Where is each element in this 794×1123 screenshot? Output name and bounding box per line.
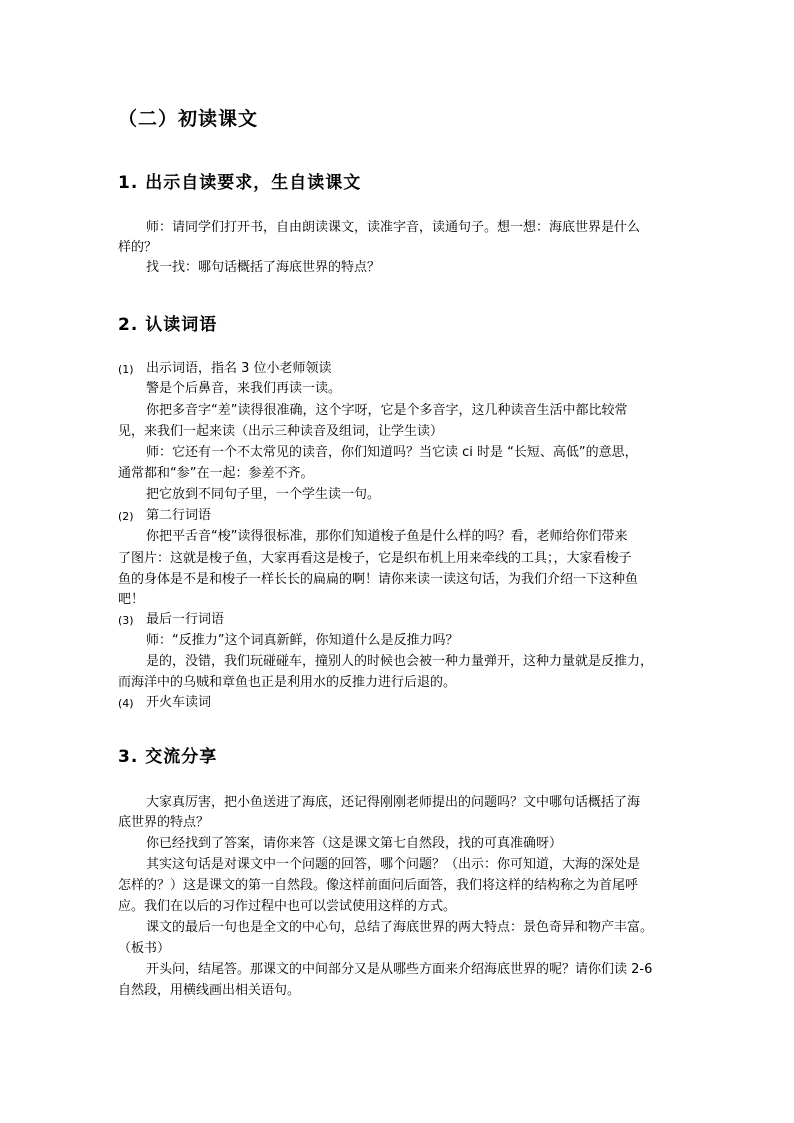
- paragraph-line: 你已经找到了答案，请你来答（这是课文第七自然段，找的可真准确呀）: [146, 836, 563, 851]
- paragraph-line: 见，来我们一起来读（出示三种读音及组词，让学生读）: [118, 424, 444, 439]
- list-number: (4): [118, 697, 134, 710]
- list-item-title: 最后一行词语: [146, 612, 225, 627]
- paragraph-line: 是的，没错，我们玩碰碰车，撞别人的时候也会被一种力量弹开，这种力量就是反推力，: [146, 654, 654, 669]
- paragraph-line: 你把平舌音“梭”读得很标准，那你们知道梭子鱼是什么样的吗？看，老师给你们带来: [146, 529, 628, 544]
- list-number: (1): [118, 363, 134, 376]
- section1-heading: 1. 出示自读要求，生自读课文: [118, 173, 362, 193]
- paragraph-line: 应。我们在以后的习作过程中也可以尝试使用这样的方式。: [118, 899, 457, 914]
- paragraph-line: 样的？: [118, 240, 158, 255]
- paragraph-line: 开头问，结尾答。那课文的中间部分又是从哪些方面来介绍海底世界的呢？请你们读 2-6: [146, 962, 653, 977]
- paragraph-line: 警是个后鼻音，来我们再读一读。: [146, 381, 342, 396]
- paragraph-line: 而海洋中的乌贼和章鱼也正是利用水的反推力进行后退的。: [118, 675, 457, 690]
- list-number: (2): [118, 510, 134, 523]
- paragraph-line: 通常都和“参”在一起：参差不齐。: [118, 466, 314, 481]
- paragraph-line: 找一找：哪句话概括了海底世界的特点？: [146, 260, 381, 275]
- paragraph-line: （板书）: [118, 941, 171, 956]
- list-item-title: 第二行词语: [146, 508, 212, 523]
- list-number: (3): [118, 614, 134, 627]
- paragraph-line: 你把多音字“差”读得很准确，这个字呀，它是个多音字，这几种读音生活中都比较常: [146, 403, 628, 418]
- paragraph-line: 底世界的特点？: [118, 815, 210, 830]
- list-item-title: 出示词语，指名 3 位小老师领读: [146, 361, 332, 376]
- paragraph-line: 其实这句话是对课文中一个问题的回答，哪个问题？（出示：你可知道，大海的深处是: [146, 857, 641, 872]
- list-item-title: 开火车读词: [146, 695, 212, 710]
- paragraph-line: 把它放到不同句子里，一个学生读一句。: [146, 487, 381, 502]
- paragraph-line: 课文的最后一句也是全文的中心句，总结了海底世界的两大特点：景色奇异和物产丰富。: [146, 920, 654, 935]
- section-title: （二）初读课文: [118, 108, 259, 130]
- paragraph-line: 大家真厉害，把小鱼送进了海底，还记得刚刚老师提出的问题吗？文中哪句话概括了海: [146, 795, 641, 810]
- paragraph-line: 师：请同学们打开书，自由朗读课文，读准字音，读通句子。想一想：海底世界是什么: [146, 220, 641, 235]
- section3-heading: 3. 交流分享: [118, 747, 218, 767]
- paragraph-line: 师：“反推力”这个词真新鲜，你知道什么是反推力吗？: [146, 633, 459, 648]
- paragraph-line: 鱼的身体是不是和梭子一样长长的扁扁的啊！请你来读一读这句话，为我们介绍一下这种鱼: [118, 572, 639, 587]
- paragraph-line: 自然段，用横线画出相关语句。: [118, 983, 301, 998]
- paragraph-line: 师：它还有一个不太常见的读音，你们知道吗？当它读 ci 时是 “长短、高低”的意思，: [146, 445, 638, 460]
- paragraph-line: 了图片：这就是梭子鱼，大家再看这是梭子，它是织布机上用来牵线的工具；，大家看梭子: [118, 551, 632, 566]
- paragraph-line: 吧！: [118, 592, 145, 607]
- paragraph-line: 怎样的？）这是课文的第一自然段。像这样前面问后面答，我们将这样的结构称之为首尾呼: [118, 878, 639, 893]
- section2-heading: 2. 认读词语: [118, 315, 218, 335]
